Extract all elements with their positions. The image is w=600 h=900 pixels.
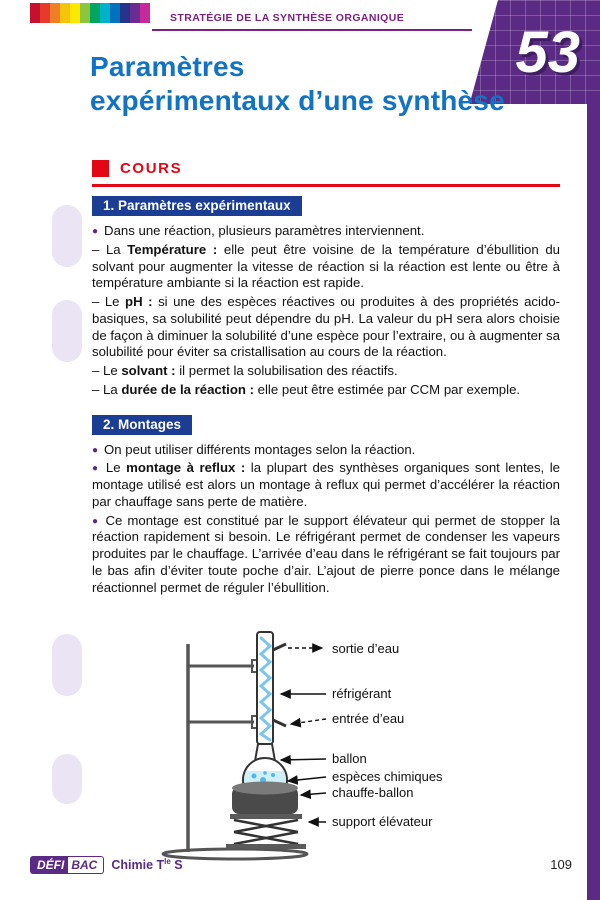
jack-top-plate xyxy=(230,814,302,819)
paragraph-text: – La xyxy=(92,381,122,397)
side-tab xyxy=(52,634,82,696)
defibac-logo xyxy=(30,856,104,874)
label-ballon: ballon xyxy=(332,751,367,766)
paragraph xyxy=(92,223,560,240)
arrow-especes-chimiques xyxy=(288,777,326,781)
stand-base xyxy=(163,849,307,859)
paragraph xyxy=(92,363,560,380)
cours-label: COURS xyxy=(120,160,183,177)
paragraph-text: Dans une réaction, plusieurs paramètres interviennent. xyxy=(104,223,425,238)
chapter-number: 53 xyxy=(515,20,580,85)
reflux-montage-diagram xyxy=(140,630,570,870)
term-duree: durée de la réaction : xyxy=(121,381,254,397)
jack-bottom-plate xyxy=(226,844,306,849)
rainbow-swatch xyxy=(130,3,140,23)
paragraph xyxy=(92,513,560,597)
label-chauffe-ballon: chauffe-ballon xyxy=(332,785,414,800)
rainbow-swatch xyxy=(30,3,40,23)
book-title-sup: le xyxy=(164,857,171,867)
mantle-rim xyxy=(232,782,298,795)
cours-header xyxy=(92,160,182,177)
water-outlet-arm xyxy=(273,644,286,650)
paragraph-text: si une des espèces réactives ou produites à des propriétés acido-basiques, sa solubilité peut dépendre du pH. La valeur du pH sera alors choisie de façon à diminuer la solubilité d’une espèce pour l’extraire, ou à augmenter sa solubilité pour éviter sa cristallisation au cours de la réaction. xyxy=(92,294,560,360)
rainbow-swatch xyxy=(120,3,130,23)
rainbow-swatch xyxy=(40,3,50,23)
section-1-heading: 1. Paramètres expérimentaux xyxy=(92,196,302,216)
arrow-chauffe-ballon xyxy=(301,793,326,795)
cours-rule xyxy=(92,184,560,187)
label-entree-deau: entrée d’eau xyxy=(332,711,405,726)
paragraph-text: – Le xyxy=(92,363,122,379)
book-title-text: Chimie T xyxy=(111,858,165,873)
term-ph: pH : xyxy=(125,294,153,310)
page-title-line1: Paramètres xyxy=(90,51,245,82)
book-title-end: S xyxy=(170,858,183,873)
label-support-elevateur: support élévateur xyxy=(332,814,433,829)
rainbow-swatch xyxy=(100,3,110,23)
paragraph-text: – Le xyxy=(92,294,126,310)
series-title: STRATÉGIE DE LA SYNTHÈSE ORGANIQUE xyxy=(170,12,405,24)
label-especes-chimiques: espèces chimiques xyxy=(332,769,443,784)
book-title xyxy=(111,857,182,872)
rainbow-swatch xyxy=(70,3,80,23)
arrow-entree-deau xyxy=(291,719,326,724)
paragraph xyxy=(92,460,560,510)
paragraph xyxy=(92,382,560,399)
page-title-line2: expérimentaux d’une synthèse xyxy=(90,85,505,117)
paragraph-text: elle peut être voisine de la température d’ébullition du solvant pour augmenter la vitesse de réaction si la réaction est lente ou être à température ambiante si la réaction est rapide. xyxy=(92,241,560,291)
paragraph xyxy=(92,442,560,459)
paragraph xyxy=(92,294,560,361)
footer-brand xyxy=(30,856,183,874)
paragraph-text: la plupart des synthèses organiques sont lentes, le montage utilisé est alors un montage à reflux qui permet d’accélérer la réaction par chauffage sans perte de matière. xyxy=(92,460,560,509)
rainbow-swatch xyxy=(90,3,100,23)
paragraph xyxy=(92,242,560,292)
rainbow-bar xyxy=(30,3,150,23)
rainbow-swatch xyxy=(50,3,60,23)
arrow-ballon xyxy=(281,759,326,760)
section-2-heading: 2. Montages xyxy=(92,415,192,435)
paragraph-text: – La xyxy=(92,241,128,257)
term-solvant: solvant : xyxy=(121,363,176,379)
page-number: 109 xyxy=(550,857,572,872)
label-sortie-deau: sortie d’eau xyxy=(332,641,400,656)
rainbow-swatch xyxy=(110,3,120,23)
rainbow-swatch xyxy=(60,3,70,23)
header-rule xyxy=(152,29,472,31)
logo-defi: DÉFI xyxy=(30,856,67,874)
term-temperature: Température : xyxy=(127,241,218,257)
rainbow-swatch xyxy=(140,3,150,23)
paragraph-text: Le xyxy=(105,460,127,476)
page-title xyxy=(90,50,505,118)
rainbow-swatch xyxy=(80,3,90,23)
paragraph-text: On peut utiliser différents montages selon la réaction. xyxy=(104,441,416,457)
cours-marker-icon xyxy=(92,160,109,177)
paragraph-text: Ce montage est constitué par le support élévateur qui permet de stopper la réaction rapidement si besoin. Le réfrigérant permet de condenser les vapeurs produites par le chauffage. L’arrivée d’eau dans le réfrigérant se fait toujours par le bas afin d’éviter toute poche d’air. L’ajout de pierre ponce dans le mélange réactionnel permet de réguler l’ébullition. xyxy=(92,512,560,595)
paragraph-text: elle peut être estimée par CCM par exemple. xyxy=(254,381,521,397)
course-content xyxy=(92,196,560,599)
side-tab xyxy=(52,205,82,267)
water-inlet-arm xyxy=(273,720,286,726)
condenser-group xyxy=(257,632,286,744)
lab-jack-group xyxy=(226,814,306,849)
side-tab xyxy=(52,754,82,804)
right-edge-band xyxy=(587,0,600,900)
logo-bac: BAC xyxy=(67,856,104,874)
side-tab xyxy=(52,300,82,362)
label-refrigerant: réfrigérant xyxy=(332,686,392,701)
paragraph-text: il permet la solubilisation des réactifs. xyxy=(175,363,398,379)
heating-mantle-group xyxy=(232,782,298,815)
reflux-apparatus-svg xyxy=(140,630,570,870)
term-montage-reflux: montage à reflux : xyxy=(126,460,246,476)
stand-group xyxy=(163,644,307,859)
